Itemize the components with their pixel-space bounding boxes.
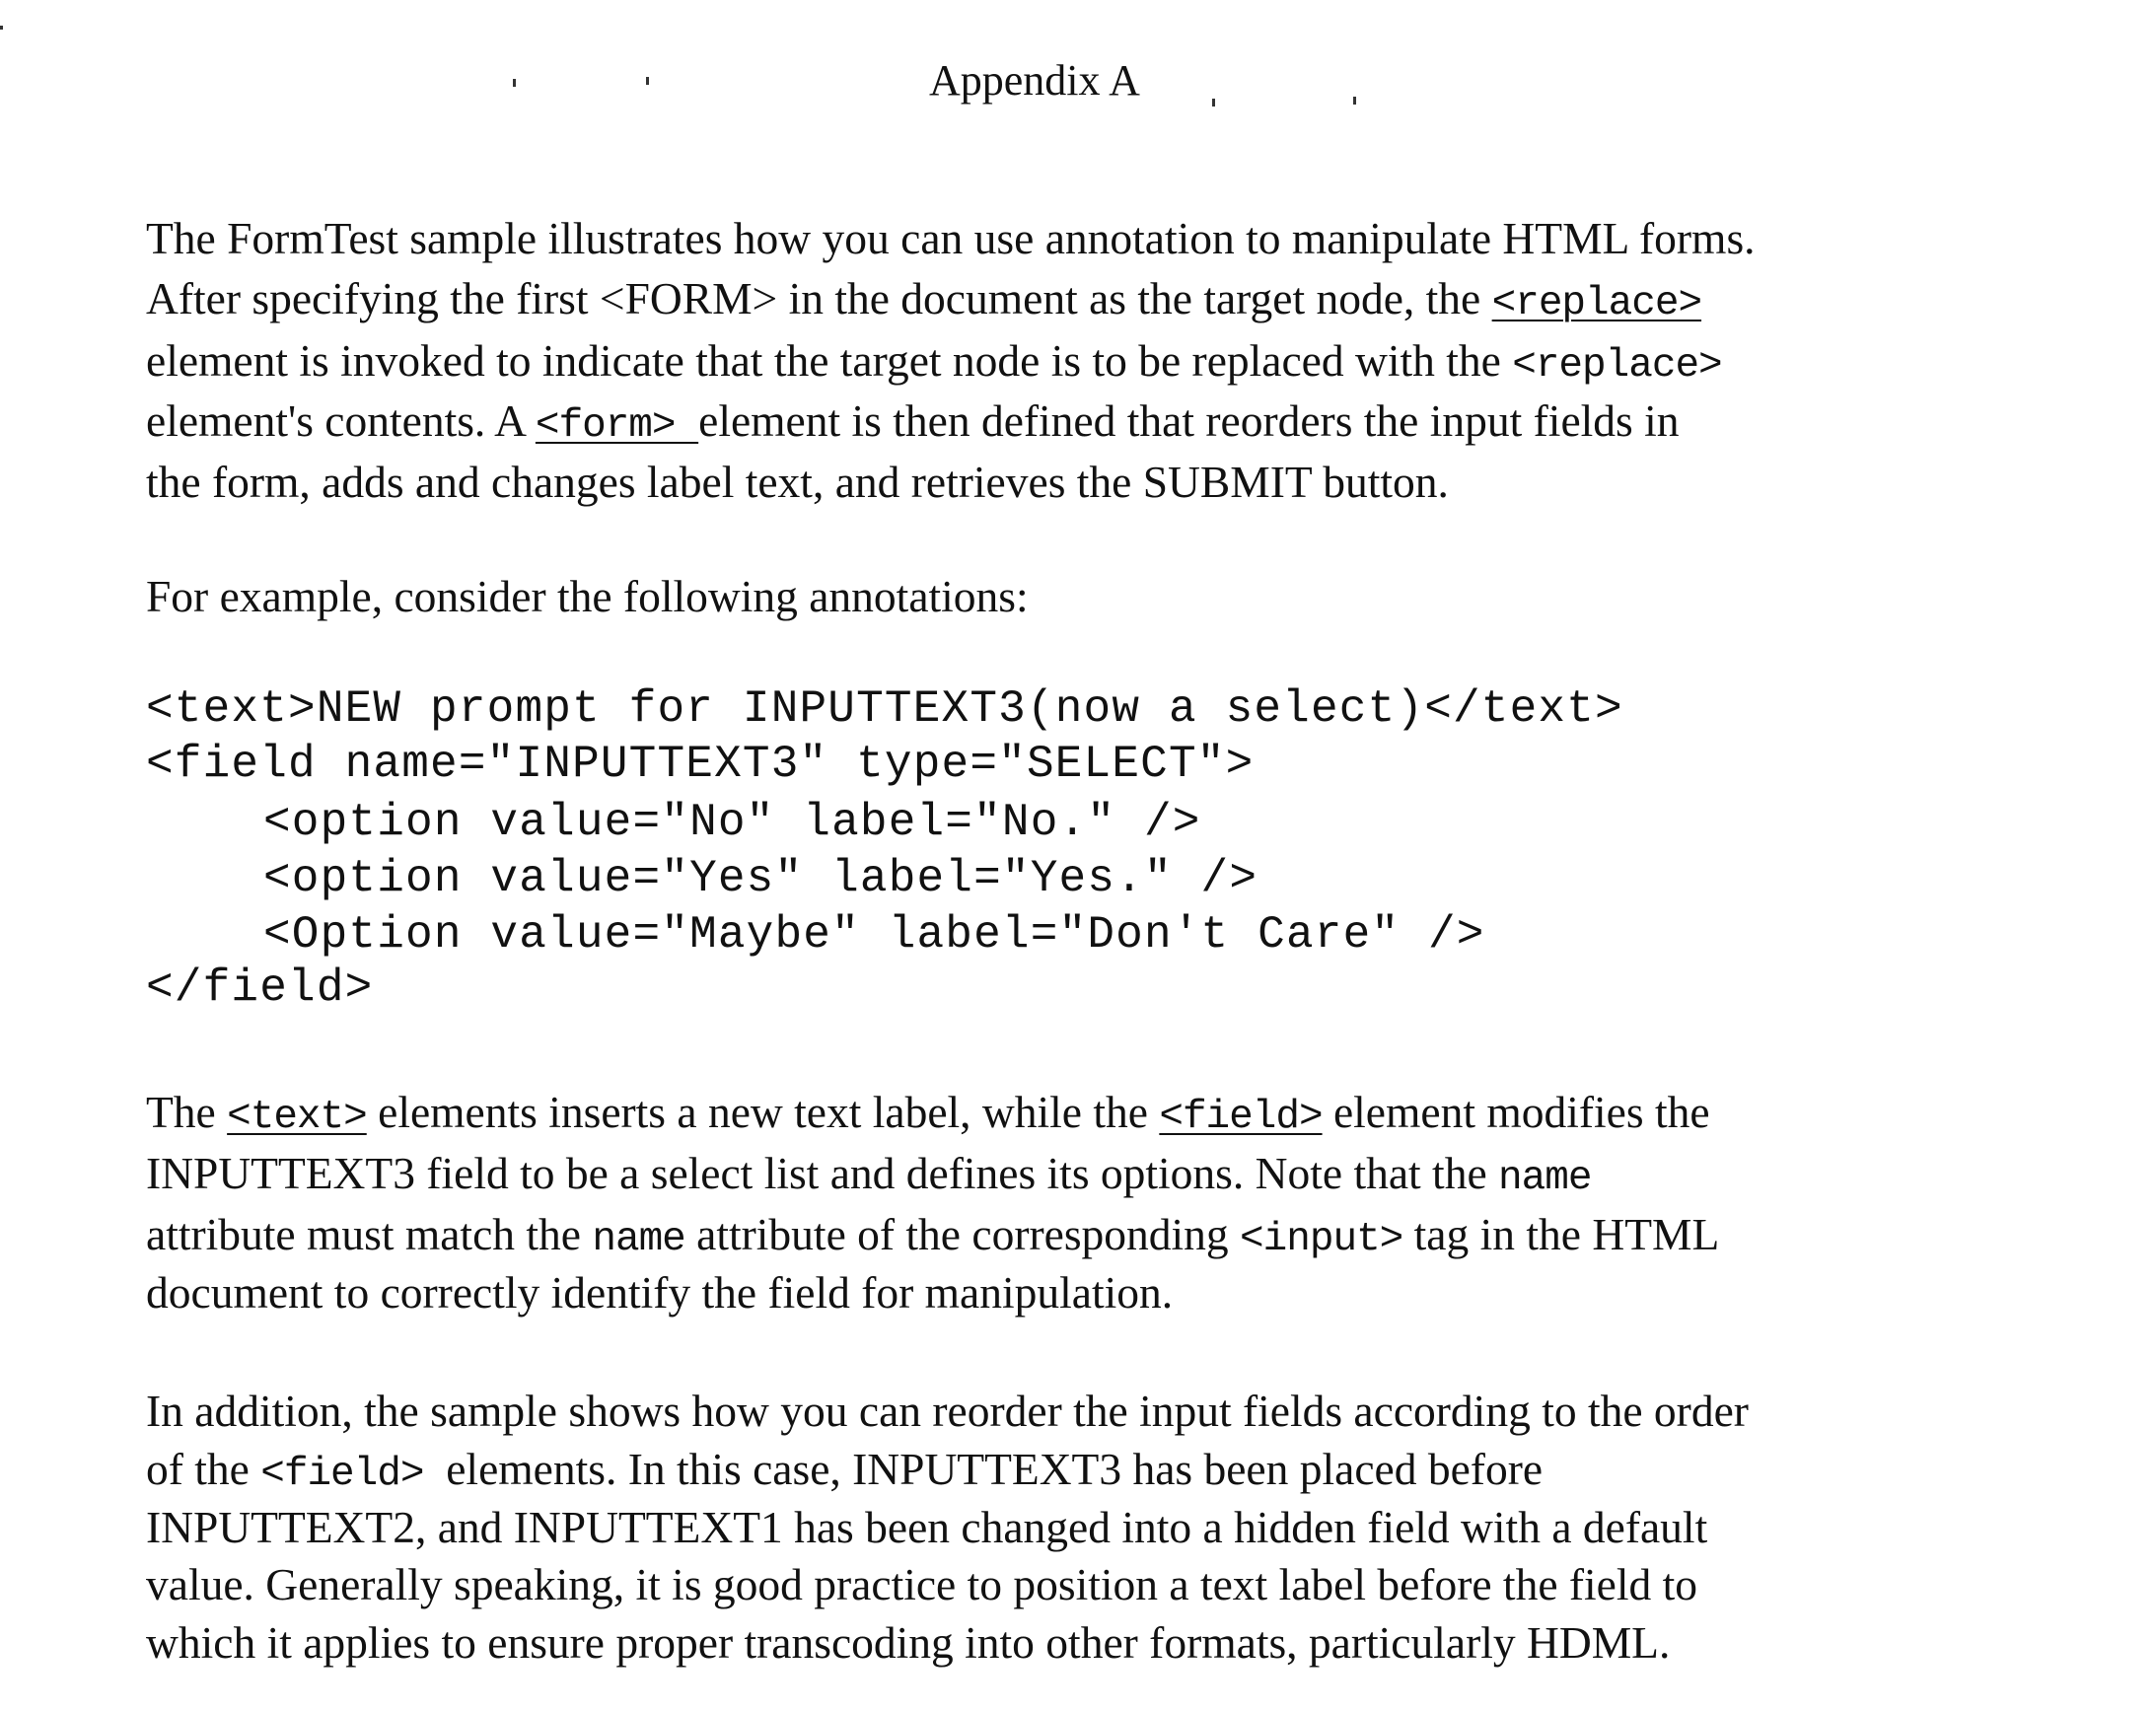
paragraph-line xyxy=(146,1263,1173,1322)
text-run: elements inserts a new text label, while the xyxy=(367,1087,1160,1137)
text-run: attribute must match the xyxy=(146,1209,592,1259)
text-run: After specifying the first <FORM> in the document as the target node, the xyxy=(146,273,1492,323)
inline-code: <replace> xyxy=(1492,281,1701,326)
code-line: <Option value="Maybe" label="Don't Care" /> xyxy=(263,907,1485,962)
text-run: INPUTTEXT2, and INPUTTEXT1 has been changed into a hidden field with a default xyxy=(146,1502,1707,1552)
code-line: <text>NEW prompt for INPUTTEXT3(now a select)</text> xyxy=(146,681,1623,737)
paragraph-line xyxy=(146,1613,1670,1673)
code-line: </field> xyxy=(146,961,373,1016)
paragraph-line xyxy=(146,1083,1710,1147)
paragraph-line xyxy=(146,1144,1591,1208)
text-run: The xyxy=(146,1087,227,1137)
text-run: the form, adds and changes label text, and retrieves the SUBMIT button. xyxy=(146,457,1449,507)
code-line: <field name="INPUTTEXT3" type="SELECT"> xyxy=(146,737,1254,792)
scan-mark xyxy=(1212,99,1215,107)
paragraph-line xyxy=(146,209,1756,268)
paragraph-line xyxy=(146,392,1680,456)
text-run: element is then defined that reorders the input fields in xyxy=(698,395,1679,446)
paragraph-line xyxy=(146,269,1701,333)
text-run: document to correctly identify the field for manipulation. xyxy=(146,1267,1173,1318)
paragraph-line xyxy=(146,1498,1707,1557)
text-run: which it applies to ensure proper transcoding into other formats, particularly HDML. xyxy=(146,1617,1670,1668)
paragraph-line xyxy=(146,1205,1719,1269)
code-line: <option value="No" label="No." /> xyxy=(263,795,1201,850)
paragraph-line xyxy=(146,567,1029,626)
text-run: elements. In this case, INPUTTEXT3 has been placed before xyxy=(423,1444,1543,1494)
text-run: value. Generally speaking, it is good practice to position a text label before the field to xyxy=(146,1559,1697,1609)
inline-code: <input> xyxy=(1240,1217,1402,1262)
paragraph-line xyxy=(146,1555,1697,1614)
inline-code: <field> xyxy=(1159,1095,1322,1140)
paragraph-line xyxy=(146,1382,1749,1441)
scan-mark xyxy=(646,77,649,85)
text-run: In addition, the sample shows how you can reorder the input fields according to the order xyxy=(146,1386,1749,1436)
scan-mark xyxy=(513,79,516,87)
inline-code: <replace> xyxy=(1512,343,1721,389)
text-run: element modifies the xyxy=(1323,1087,1710,1137)
page-title: Appendix A xyxy=(929,55,1140,106)
text-run: For example, consider the following annotations: xyxy=(146,571,1029,621)
text-run: element's contents. A xyxy=(146,395,536,446)
inline-code: <field> xyxy=(260,1452,423,1497)
paragraph-line xyxy=(146,1440,1543,1504)
inline-code: <form> xyxy=(536,403,698,449)
text-run: element is invoked to indicate that the target node is to be replaced with the xyxy=(146,335,1512,386)
paragraph-line xyxy=(146,331,1722,395)
inline-code: name xyxy=(1498,1156,1591,1201)
text-run: The FormTest sample illustrates how you can use annotation to manipulate HTML forms. xyxy=(146,213,1756,263)
text-run: tag in the HTML xyxy=(1402,1209,1719,1259)
scan-mark xyxy=(0,26,3,30)
code-line: <option value="Yes" label="Yes." /> xyxy=(263,851,1258,906)
paragraph-line xyxy=(146,453,1449,512)
text-run: of the xyxy=(146,1444,260,1494)
inline-code: <text> xyxy=(227,1095,367,1140)
text-run: attribute of the corresponding xyxy=(685,1209,1240,1259)
scan-mark xyxy=(1353,97,1356,105)
text-run: INPUTTEXT3 field to be a select list and defines its options. Note that the xyxy=(146,1148,1498,1198)
inline-code: name xyxy=(592,1217,684,1262)
